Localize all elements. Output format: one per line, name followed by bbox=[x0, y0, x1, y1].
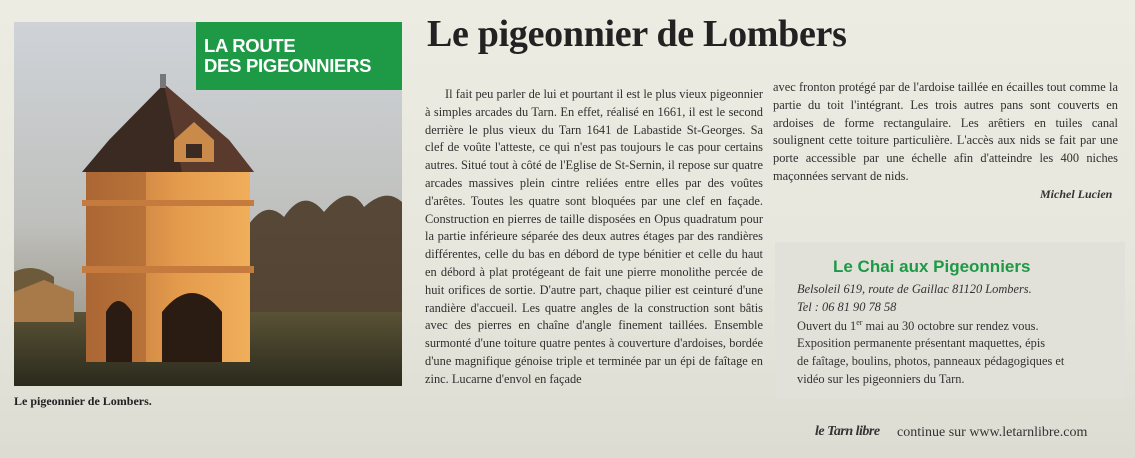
info-hours-sup: er bbox=[856, 318, 863, 327]
route-badge bbox=[196, 22, 402, 90]
info-address: Belsoleil 619, route de Gaillac 81120 Lombers. bbox=[797, 282, 1032, 296]
info-line-5: de faîtage, boulins, photos, panneaux pédagogiques et bbox=[797, 354, 1065, 368]
info-line-6: vidéo sur les pigeonniers du Tarn. bbox=[797, 372, 965, 386]
route-badge-line1: LA ROUTE bbox=[204, 35, 296, 56]
article-column-1: Il fait peu parler de lui et pourtant il est le plus vieux pigeonnier à simples arcades du Tarn. En effet, réalisé en 1661, il est le second derrière le plus vieux du Tarn 1641 de Labastide St-Georges. Sa clef de voûte l'atteste, ce qui n'est pas toujours le cas pour certains autres. Situé tout à côté de l'Eglise de St-Sernin, il repose sur quatre arcades massives plein cintre reliées entre elles par des voûtes d'arêtes. Toutes les quatre sont bloquées par une clef en façade. Construction en pierres de taille disposées en Opus quadratum pour la partie inférieure séparée des deux autres étages par des randières différentes, celle du bas en débord de type bénitier et celle du haut en débord à plat protégeant de fait une pierre monolithe percée de huit orifices de sortie. D'autre part, chaque pilier est ceinturé d'une randière d'accueil. Les quatre angles de la construction sont bâtis avec des pierres en chaîne d'angle finement taillées. Ensemble surmonté d'une toiture quatre pentes à couverture d'ardoises, bordée d'une magnifique génoise triple et terminée par un épi de faîtage en zinc. Lucarne d'envol en façade bbox=[425, 87, 763, 386]
info-box-title: Le Chai aux Pigeonniers bbox=[833, 257, 1031, 276]
info-hours-prefix: Ouvert du 1 bbox=[797, 319, 857, 334]
continue-link[interactable]: continue sur www.letarnlibre.com bbox=[897, 425, 1088, 440]
info-line-4: Exposition permanente présentant maquettes, épis bbox=[797, 336, 1046, 350]
info-hours-suffix: mai au 30 octobre sur rendez vous. bbox=[862, 319, 1039, 334]
article-title: Le pigeonnier de Lombers bbox=[427, 13, 847, 55]
photo-caption: Le pigeonnier de Lombers. bbox=[14, 394, 152, 408]
info-phone: Tel : 06 81 90 78 58 bbox=[797, 300, 897, 314]
article-column-2: avec fronton protégé par de l'ardoise taillée en écailles tout comme la partie du toit l'intégrant. Les trois autres pans sont couverts en ardoises de forme rectangulaire. Les arêtiers en tuiles canal soulignent cette toiture particulière. L'accès aux nids se fait par une porte accessible par une échelle afin d'atteindre les 400 niches maçonnées servant de nids. bbox=[773, 80, 1118, 183]
route-badge-line2: DES PIGEONNIERS bbox=[204, 55, 372, 76]
tarn-libre-logo: le Tarn libre bbox=[815, 424, 880, 439]
article-author: Michel Lucien bbox=[1040, 187, 1113, 201]
info-hours bbox=[797, 318, 1039, 334]
